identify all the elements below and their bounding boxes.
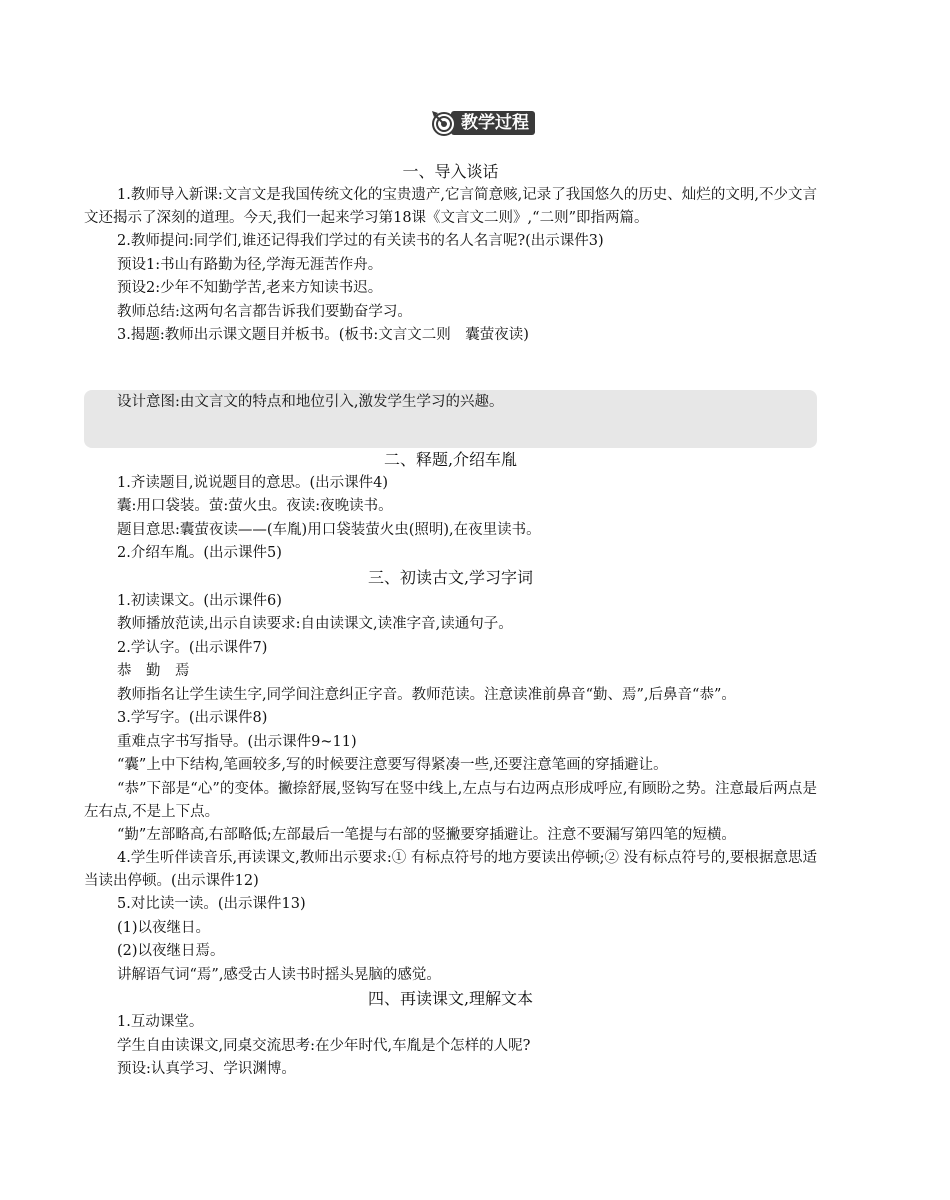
section-title-4: 四、再读课文,理解文本 [367,989,534,1008]
paragraph: 重难点字书写指导。(出示课件9~11) [117,733,357,750]
paragraph: “恭”下部是“心”的变体。撇捺舒展,竖钩写在竖中线上,左点与右边两点形成呼应,有顾盼之势。注意最后两点是左右点,不是上下点。 [84,780,817,820]
paragraph: 1.教师导入新课:文言文是我国传统文化的宝贵遗产,它言简意赅,记录了我国悠久的历史、灿烂的文明,不少文言文还揭示了深刻的道理。今天,我们一起来学习第18课《文言文二则》,“二则”即指两篇。 [84,187,817,226]
design-intent-box [84,390,817,448]
lesson-content [84,160,817,1082]
section-badge [431,109,550,137]
paragraph: “囊”上中下结构,笔画较多,写的时候要注意要写得紧凑一些,还要注意笔画的穿插避让。 [117,757,668,773]
paragraph: 教师指名让学生读生字,同学间注意纠正字音。教师范读。注意读准前鼻音“勤、焉”,后鼻音“恭”。 [117,686,736,703]
paragraph: 3.揭题:教师出示课文题目并板书。(板书:文言文二则 囊萤夜读) [117,327,529,343]
paragraph: 囊:用口袋装。萤:萤火虫。夜读:夜晚读书。 [117,498,393,514]
paragraph: (1)以夜继日。 [117,919,211,936]
paragraph: 2.学认字。(出示课件7) [117,639,268,656]
paragraph: 讲解语气词“焉”,感受古人读书时摇头晃脑的感觉。 [117,966,441,983]
paragraph: 恭 勤 焉 [117,663,190,679]
paragraph: (2)以夜继日焉。 [117,943,225,959]
paragraph: 2.介绍车胤。(出示课件5) [117,545,282,561]
paragraph: 教师总结:这两句名言都告诉我们要勤奋学习。 [117,303,412,320]
paragraph: 5.对比读一读。(出示课件13) [117,896,306,912]
paragraph: 题目意思:囊萤夜读——(车胤)用口袋装萤火虫(照明),在夜里读书。 [117,521,541,538]
paragraph: 3.学写字。(出示课件8) [117,710,268,726]
paragraph: 预设:认真学习、学识渊博。 [117,1061,296,1077]
design-intent-text: 设计意图:由文言文的特点和地位引入,激发学生学习的兴趣。 [117,393,504,410]
paragraph: 1.齐读题目,说说题目的意思。(出示课件4) [117,474,388,491]
paragraph: 1.初读课文。(出示课件6) [117,592,282,609]
paragraph: “勤”左部略高,右部略低;左部最后一笔提与右部的竖撇要穿插避让。注意不要漏写第四笔的短横。 [117,826,736,843]
section-title-1: 一、导入谈话 [402,162,499,181]
paragraph: 预设1:书山有路勤为径,学海无涯苦作舟。 [117,256,383,273]
target-icon [431,110,457,136]
section-title-3: 三、初读古文,学习字词 [367,567,534,587]
paragraph: 学生自由读课文,同桌交流思考:在少年时代,车胤是个怎样的人呢? [117,1037,531,1054]
section-title-2: 二、释题,介绍车胤 [383,449,518,469]
paragraph: 1.互动课堂。 [117,1014,204,1030]
badge-title: 教学过程 [451,111,535,135]
paragraph: 2.教师提问:同学们,谁还记得我们学过的有关读书的名人名言呢?(出示课件3) [117,233,604,249]
paragraph: 教师播放范读,出示自读要求:自由读课文,读准字音,读通句子。 [117,616,513,632]
paragraph: 4.学生听伴读音乐,再读课文,教师出示要求:① 有标点符号的地方要读出停顿;② 没有标点符号的,要根据意思适当读出停顿。(出示课件12) [84,850,817,889]
paragraph: 预设2:少年不知勤学苦,老来方知读书迟。 [117,280,383,296]
